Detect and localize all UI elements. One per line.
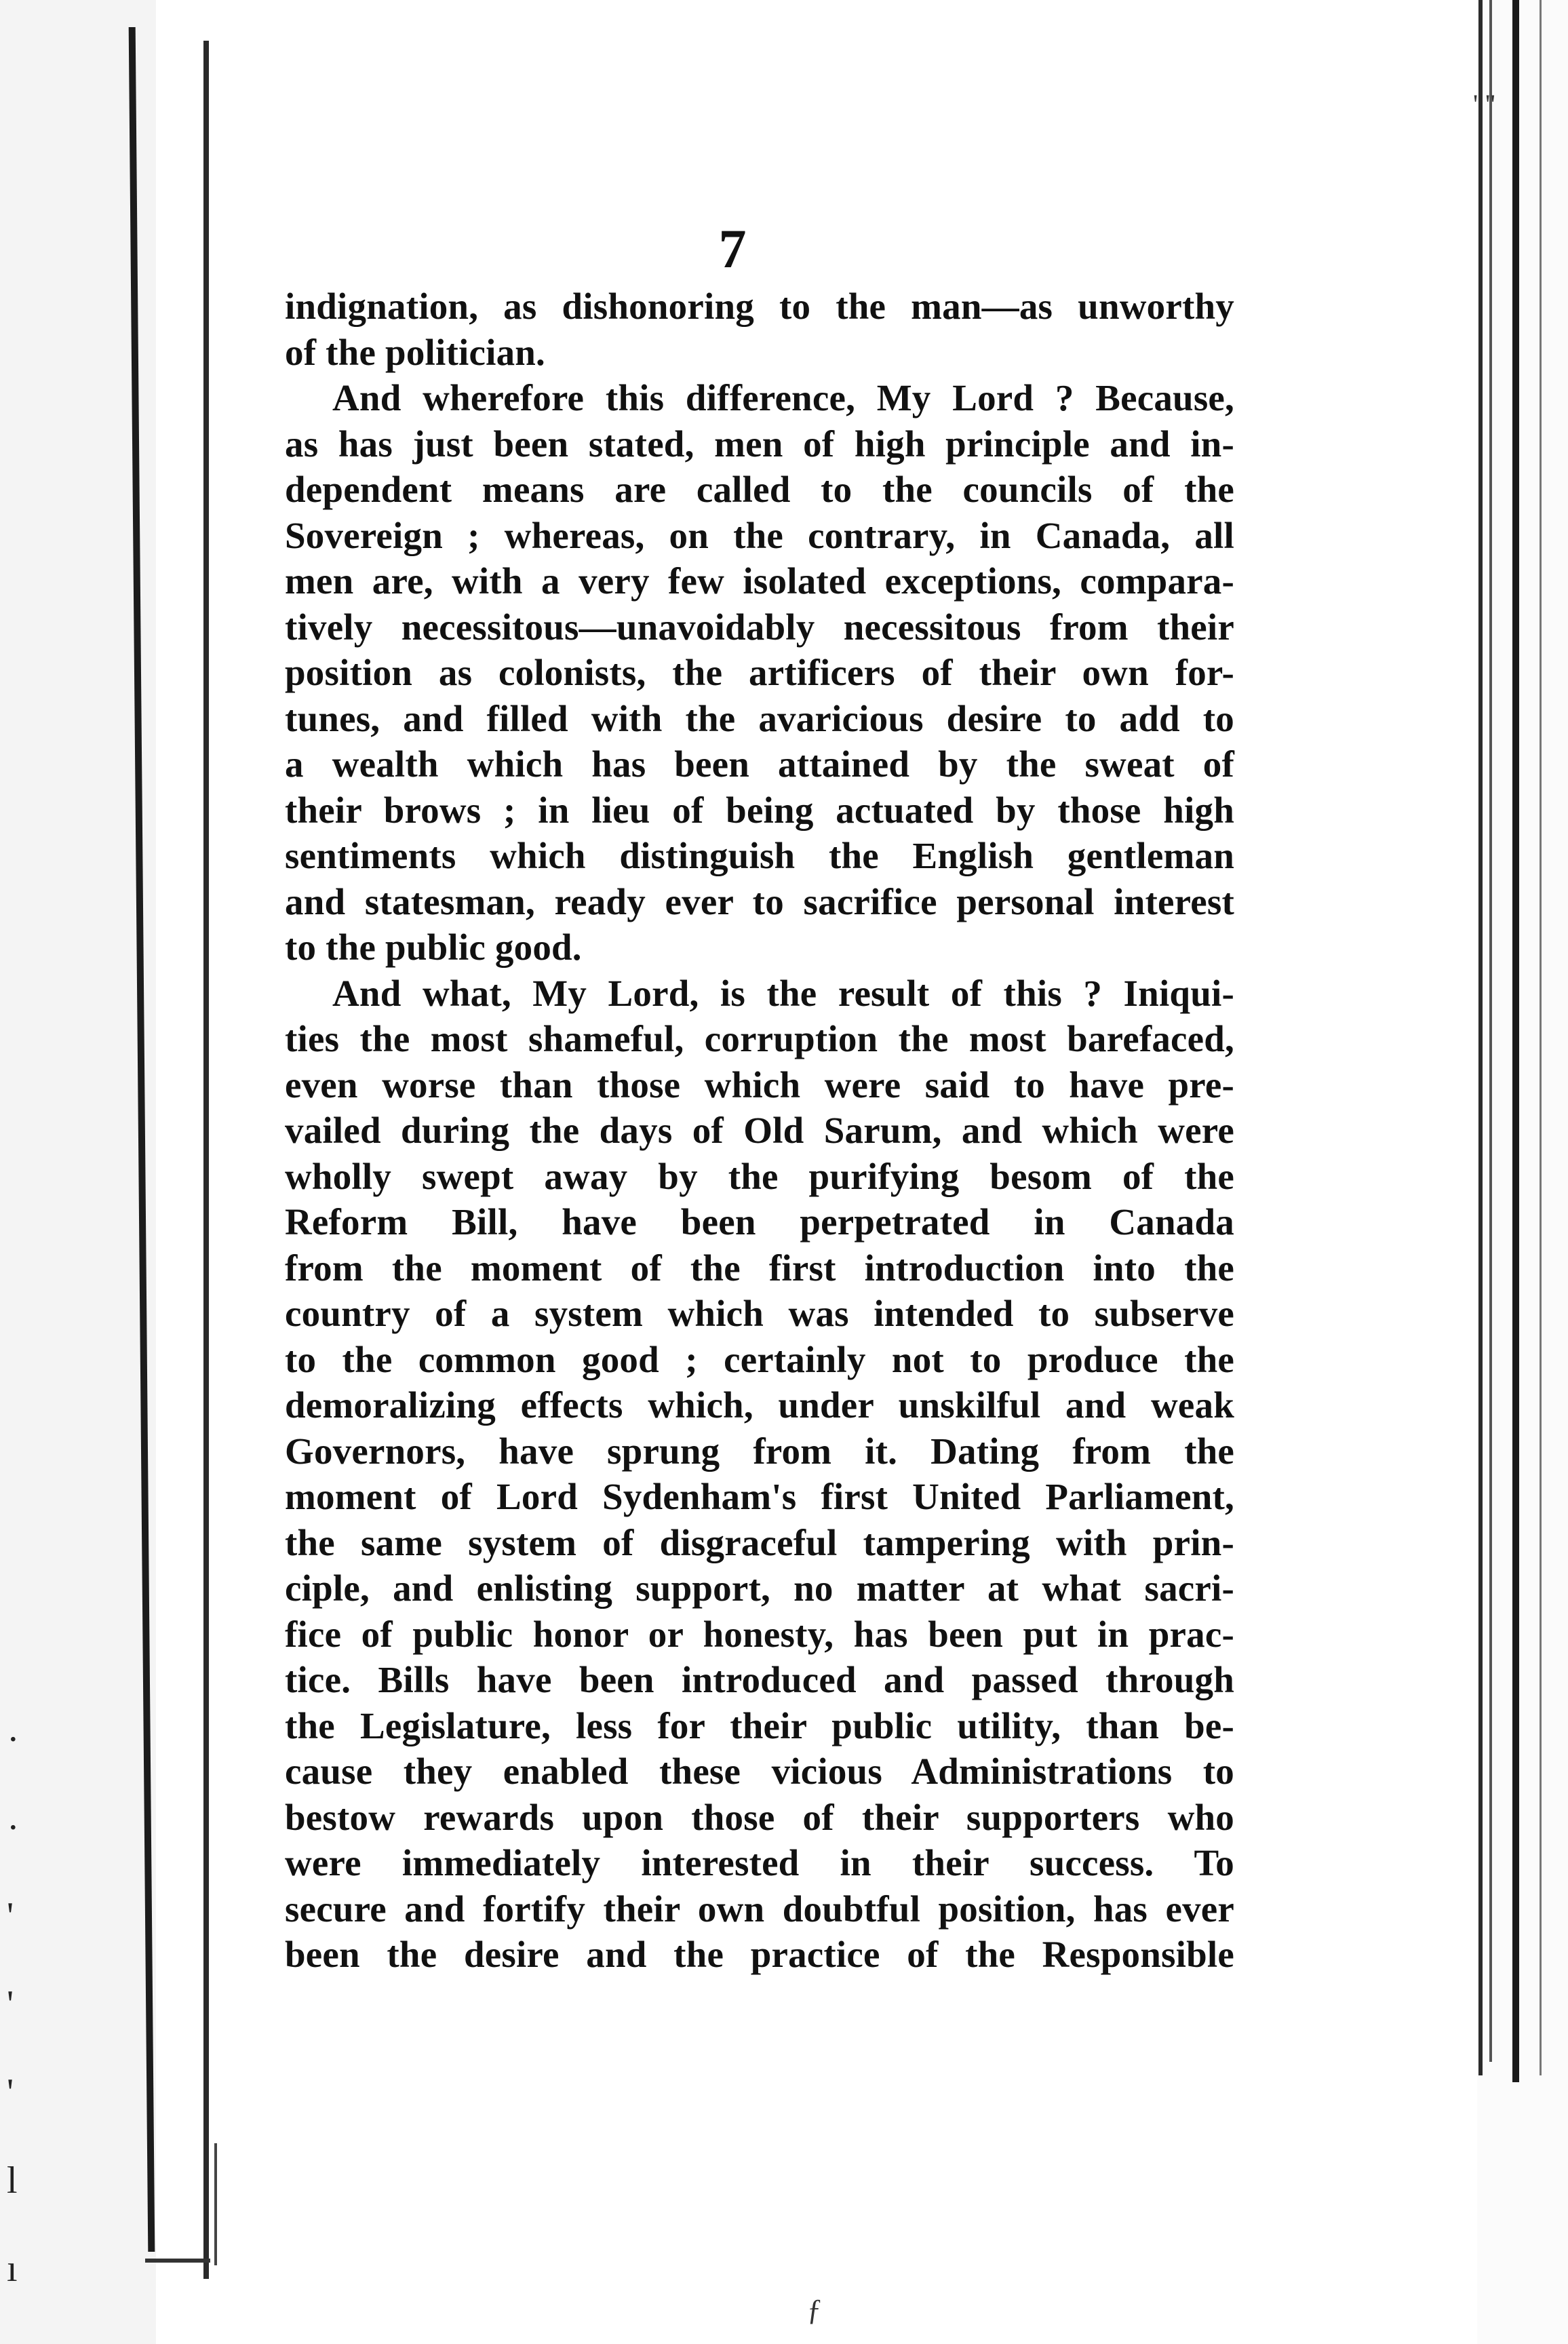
text-line: secure and fortify their own doubtful position, has ever	[285, 1888, 1234, 1930]
text-line: the Legislature, less for their public utility, than be-	[285, 1704, 1234, 1746]
text-line: were immediately interested in their success. To	[285, 1842, 1234, 1883]
text-line: country of a system which was intended to subserve	[285, 1293, 1234, 1334]
text-line: from the moment of the first introduction into the	[285, 1247, 1234, 1289]
text-line: of the politician.	[285, 331, 546, 373]
bottom-margin-mark: ƒ	[807, 2293, 822, 2326]
text-line: tice. Bills have been introduced and passed through	[285, 1659, 1234, 1700]
text-line: And what, My Lord, is the result of this ? Iniqui-	[332, 972, 1234, 1014]
text-line: to the public good.	[285, 926, 582, 968]
text-line: vailed during the days of Old Sarum, and which were	[285, 1110, 1234, 1151]
text-line: the same system of disgraceful tampering with prin-	[285, 1521, 1234, 1563]
text-line: dependent means are called to the councils of the	[285, 469, 1234, 510]
text-line: as has just been stated, men of high principle and in-	[285, 423, 1234, 465]
page-number: 7	[718, 218, 747, 279]
text-line: fice of public honor or honesty, has been put in prac-	[285, 1613, 1234, 1655]
text-line: even worse than those which were said to have pre-	[285, 1063, 1234, 1106]
text-line: moment of Lord Sydenham's first United Parliament,	[285, 1476, 1234, 1517]
text-line: ties the most shameful, corruption the most barefaced,	[285, 1018, 1234, 1059]
text-line: bestow rewards upon those of their supporters who	[285, 1796, 1234, 1838]
text-line: Governors, have sprung from it. Dating from the	[285, 1430, 1234, 1472]
page-edge-bottom	[145, 2259, 210, 2263]
page-stack-line-1	[1478, 0, 1483, 2075]
page-stack-line-3	[1512, 0, 1519, 2082]
page-stack-line-2	[1489, 0, 1492, 2062]
text-line: indignation, as dishonoring to the man—as unworthy	[285, 286, 1234, 327]
text-line: their brows ; in lieu of being actuated by those high	[285, 789, 1234, 831]
text-line: And wherefore this difference, My Lord ? Because,	[332, 377, 1234, 418]
right-margin-mark: ' "	[1473, 89, 1496, 119]
text-line: a wealth which has been attained by the sweat of	[285, 743, 1234, 785]
text-line: and statesman, ready ever to sacrifice personal interest	[285, 880, 1234, 922]
text-line: Reform Bill, have been perpetrated in Canada	[285, 1201, 1234, 1243]
page-stack-line-4	[1540, 0, 1542, 2075]
text-line: men are, with a very few isolated exceptions, compara-	[285, 560, 1234, 602]
text-line: position as colonists, the artificers of their own for-	[285, 652, 1234, 693]
body-text	[285, 284, 1234, 1978]
text-line: to the common good ; certainly not to produce the	[285, 1338, 1234, 1380]
text-line: cause they enabled these vicious Administrations to	[285, 1751, 1234, 1792]
page-edge-line-lower	[214, 2143, 217, 2265]
text-line: tunes, and filled with the avaricious desire to add to	[285, 697, 1234, 739]
text-line: demoralizing effects which, under unskilful and weak	[285, 1384, 1234, 1426]
text-line: Sovereign ; whereas, on the contrary, in Canada, all	[285, 514, 1234, 556]
facing-page-margin-marks: · · ' ' ' l ı	[7, 1719, 20, 2290]
text-line: sentiments which distinguish the English gentleman	[285, 835, 1234, 876]
text-line: ciple, and enlisting support, no matter at what sacri-	[285, 1567, 1234, 1609]
text-line: been the desire and the practice of the Responsible	[285, 1934, 1234, 1975]
page-edge-line	[203, 41, 209, 2279]
text-line: wholly swept away by the purifying besom of the	[285, 1155, 1234, 1197]
text-line: tively necessitous—unavoidably necessitous from their	[285, 606, 1234, 648]
